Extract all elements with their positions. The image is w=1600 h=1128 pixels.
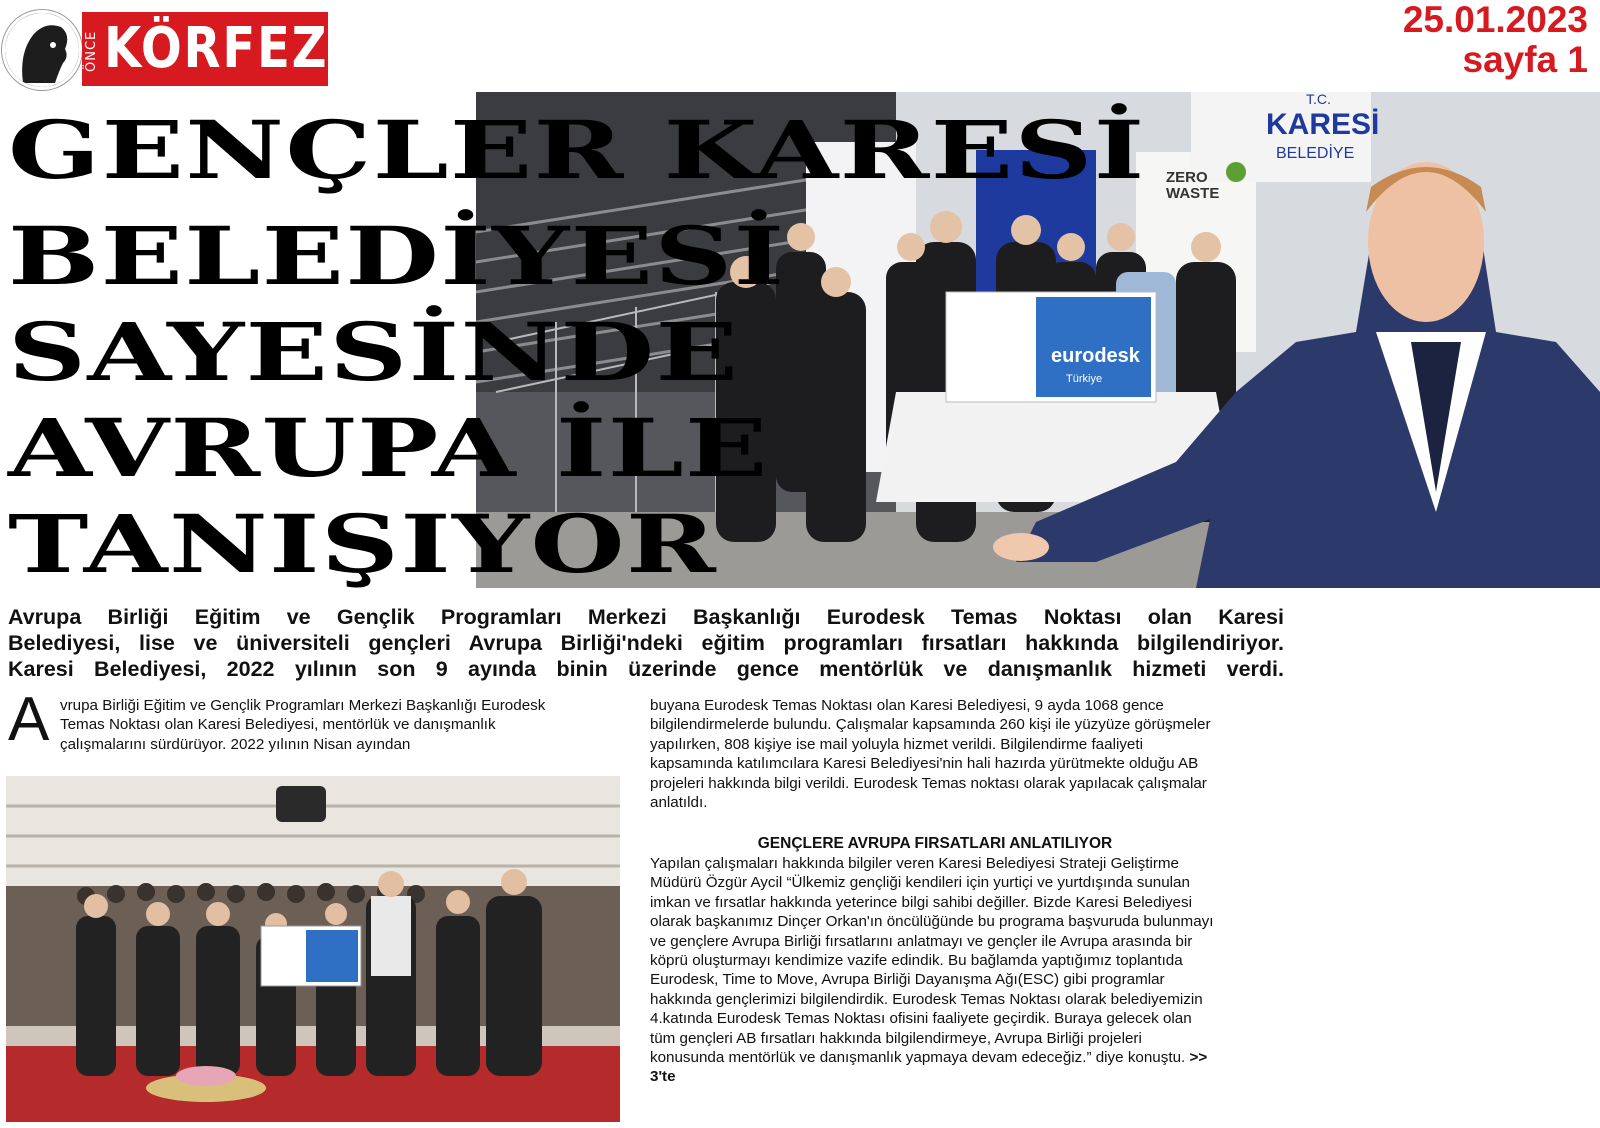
lead-line: Avrupa Birliği Eğitim ve Gençlik Programları Merkezi Başkanlığı Eurodesk Temas Noktası olan Karesi	[8, 605, 1284, 629]
headline-line-3: SAYESİNDE	[8, 305, 740, 399]
continued-link[interactable]: >> 3'te	[650, 1049, 1208, 1086]
karesi-sub-text: BELEDİYE	[1276, 145, 1355, 162]
headline-line-1: GENÇLER KARESİ	[8, 103, 1146, 197]
eurodesk-board-sub: Türkiye	[1066, 373, 1103, 385]
ataturk-silhouette-logo	[2, 10, 82, 90]
issue-date: 25.01.2023	[1402, 0, 1588, 40]
lead-line: Belediyesi, lise ve üniversiteli gençleri Avrupa Birliği'ndeki eğitim programları fırsatları hakkında bilgilendiriyor.	[8, 631, 1284, 655]
date-block	[1403, 0, 1588, 80]
page-number: sayfa 1	[1462, 39, 1588, 80]
headline-line-5: TANIŞIYOR	[8, 497, 718, 591]
zero-waste-text-1: ZERO	[1166, 169, 1208, 186]
masthead	[0, 6, 330, 88]
article-intro: vrupa Birliği Eğitim ve Gençlik Programları Merkezi Başkanlığı Eurodesk Temas Noktası olan Karesi Belediyesi, mentörlük ve danışmanlık çalışmalarını sürdürüyor. 2022 yılının Nisan ayından	[60, 697, 546, 753]
logo-prefix: ÖNCE	[84, 30, 99, 72]
zero-waste-text-2: WASTE	[1166, 185, 1220, 202]
lead-line: Karesi Belediyesi, 2022 yılının son 9 ayında binin üzerinde gence mentörlük ve danışmanlık hizmeti verdi.	[8, 657, 1284, 681]
bottom-news-photo	[6, 776, 620, 1122]
article-quote-text: Yapılan çalışmaları hakkında bilgiler veren Karesi Belediyesi Strateji Geliştirme Müdürü Özgür Aycil “Ülkemiz gençliği kendileri için yurtiçi ve yurtdışında sunulan imkan ve fırsatlar hakkında yeterince bilgi sahibi değiller. Bizde Karesi Belediyesi olarak başkanımız Dinçer Orkan'ın öncülüğünde bu programa başvuruda bulunmayı ve gençlere Avrupa Birliği fırsatlarını anlatmayı ve gençler ile Avrupa arasında bir köprü oluşturmayı kendimize vazife edindik. Bu bağlamda yaptığımız toplantıda Eurodesk, Time to Move, Avrupa Birliği Dayanışma Ağı(ESC) gibi programlar hakkında gençlerimizi bilgilendirdik. Eurodesk Temas Noktası olarak belediyemizin 4.katında Eurodesk Temas Noktası ofisini faaliyete geçirdik. Buraya gelecek olan tüm gençleri AB fırsatları hakkında bilgilendirmeye, Avrupa Birliği projeleri konusunda mentörlük ve danışmanlık yapmaya devam edeceğiz.” diye konuştu.	[650, 855, 1214, 1067]
lead-paragraph	[8, 604, 1284, 682]
article-subheading: GENÇLERE AVRUPA FIRSATLARI ANLATILIYOR	[757, 835, 1113, 852]
eurodesk-board-text: eurodesk	[1051, 345, 1140, 367]
logo-name: KÖRFEZ	[104, 16, 329, 81]
headline-line-4: AVRUPA İLE	[8, 401, 769, 495]
article-column-2: buyana Eurodesk Temas Noktası olan Karesi Belediyesi, 9 ayda 1068 gence bilgilendirmelerde bulundu. Çalışmalar kapsamında 260 kişi ile yüzyüze görüşmeler yapılırken, 808 kişiye ise mail yoluyla hizmet verildi. Bilgilendirme faaliyeti kapsamında katılımcılara Karesi Belediyesi'nin hali hazırda yürütmekte olduğu AB projeleri hakkında bilgi verildi. Eurodesk Temas noktası olarak yapılacak çalışmalar anlatıldı.	[650, 697, 1211, 812]
headline-line-2: BELEDİYESİ	[8, 209, 786, 303]
karesi-tc-text: T.C.	[1306, 92, 1331, 107]
karesi-sign-text: KARESİ	[1266, 108, 1380, 141]
article-column-2b	[650, 854, 1220, 1087]
drop-cap: A	[8, 685, 50, 754]
